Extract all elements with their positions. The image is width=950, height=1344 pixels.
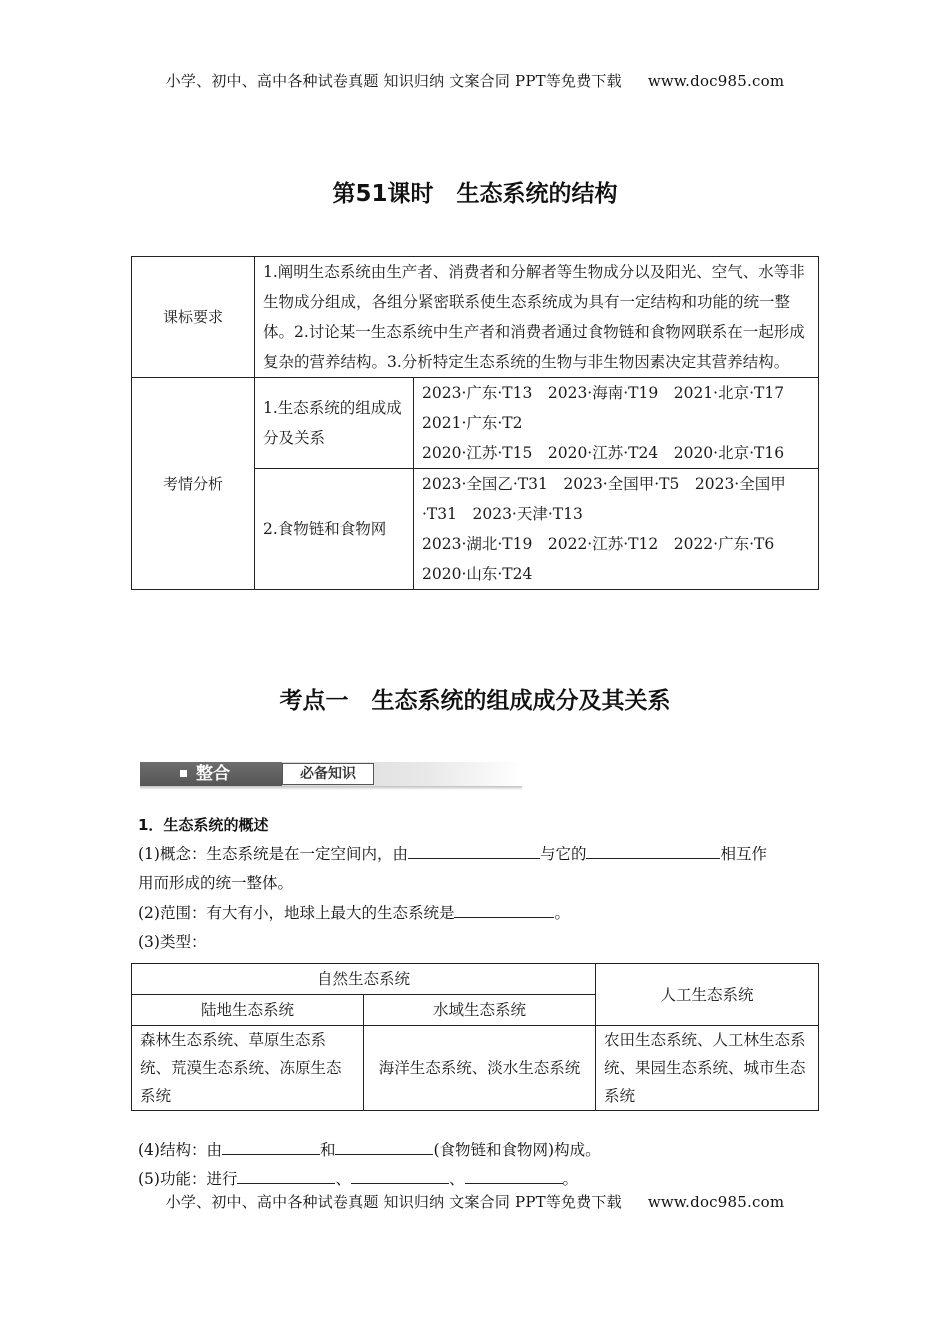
analysis-topic-1: 1.生态系统的组成成分及关系 xyxy=(255,378,414,469)
analysis-topic-2: 2.食物链和食物网 xyxy=(255,469,414,590)
ref-line: 2020·江苏·T15 2020·江苏·T24 2020·北京·T16 xyxy=(422,444,785,462)
fill-blank[interactable] xyxy=(237,1166,335,1184)
paragraph-concept: (1)概念：生态系统是在一定空间内，由 与它的 相互作 用而形成的统一整体。 xyxy=(138,840,818,898)
paragraph-types: (3)类型： xyxy=(138,933,207,951)
fill-blank[interactable] xyxy=(465,1166,563,1184)
ecosystem-types-table xyxy=(131,963,819,1111)
section-banner xyxy=(140,762,522,790)
content-heading: 1．生态系统的概述 xyxy=(138,816,269,834)
page-title: 第51课时 生态系统的结构 xyxy=(332,181,618,207)
fill-blank[interactable] xyxy=(351,1166,449,1184)
analysis-refs-1 xyxy=(414,378,819,469)
ref-line: 2021·广东·T2 xyxy=(422,414,523,432)
paragraph-function: (5)功能：进行 、 、 。 xyxy=(138,1165,818,1194)
banner-dark xyxy=(140,762,282,786)
ref-line: 2023·广东·T13 2023·海南·T19 2021·北京·T17 xyxy=(422,384,785,402)
water-examples: 海洋生态系统、淡水生态系统 xyxy=(364,1026,596,1111)
header-url[interactable]: www.doc985.com xyxy=(647,72,785,90)
ref-line: 2020·山东·T24 xyxy=(422,565,533,583)
analysis-label: 考情分析 xyxy=(132,378,255,590)
land-header: 陆地生态系统 xyxy=(132,995,364,1026)
footer-text: 小学、初中、高中各种试卷真题 知识归纳 文案合同 PPT等免费下载 xyxy=(165,1193,622,1211)
fill-blank[interactable] xyxy=(222,1137,320,1155)
artificial-header: 人工生态系统 xyxy=(596,964,819,1026)
header-text: 小学、初中、高中各种试卷真题 知识归纳 文案合同 PPT等免费下载 xyxy=(165,72,622,90)
req-label: 课标要求 xyxy=(132,257,255,378)
banner-dark-label: 整合 xyxy=(196,764,230,784)
fill-blank[interactable] xyxy=(408,841,540,859)
req-text: 1.阐明生态系统由生产者、消费者和分解者等生物成分以及阳光、空气、水等非生物成分组成，各组分紧密联系使生态系统成为具有一定结构和功能的统一整体。2.讨论某一生态系统中生产者和消费者通过食物链和食物网联系在一起形成复杂的营养结构。3.分析特定生态系统的生物与非生物因素决定其营养结构。 xyxy=(255,257,819,378)
fill-blank[interactable] xyxy=(335,1137,433,1155)
natural-header: 自然生态系统 xyxy=(132,964,596,995)
analysis-refs-2 xyxy=(414,469,819,590)
requirements-table xyxy=(131,256,819,590)
paragraph-scope: (2)范围：有大有小，地球上最大的生态系统是 。 xyxy=(138,899,818,928)
land-examples: 森林生态系统、草原生态系统、荒漠生态系统、冻原生态系统 xyxy=(132,1026,364,1111)
artificial-examples: 农田生态系统、人工林生态系统、果园生态系统、城市生态系统 xyxy=(596,1026,819,1111)
ref-line: 2023·全国乙·T31 2023·全国甲·T5 2023·全国甲 xyxy=(422,475,786,493)
water-header: 水域生态系统 xyxy=(364,995,596,1026)
ref-line: 2023·湖北·T19 2022·江苏·T12 2022·广东·T6 xyxy=(422,535,775,553)
page-header xyxy=(0,70,950,91)
paragraph-structure: (4)结构：由 和 (食物链和食物网)构成。 xyxy=(138,1136,818,1165)
page-footer xyxy=(0,1191,950,1212)
fill-blank[interactable] xyxy=(586,841,720,859)
ref-line: ·T31 2023·天津·T13 xyxy=(422,505,583,523)
footer-url[interactable]: www.doc985.com xyxy=(647,1193,785,1211)
fill-blank[interactable] xyxy=(454,900,554,918)
section-title: 考点一 生态系统的组成成分及其关系 xyxy=(279,688,671,714)
square-bullet-icon xyxy=(180,770,187,777)
banner-shadow xyxy=(140,786,522,790)
banner-box-label: 必备知识 xyxy=(282,763,374,785)
